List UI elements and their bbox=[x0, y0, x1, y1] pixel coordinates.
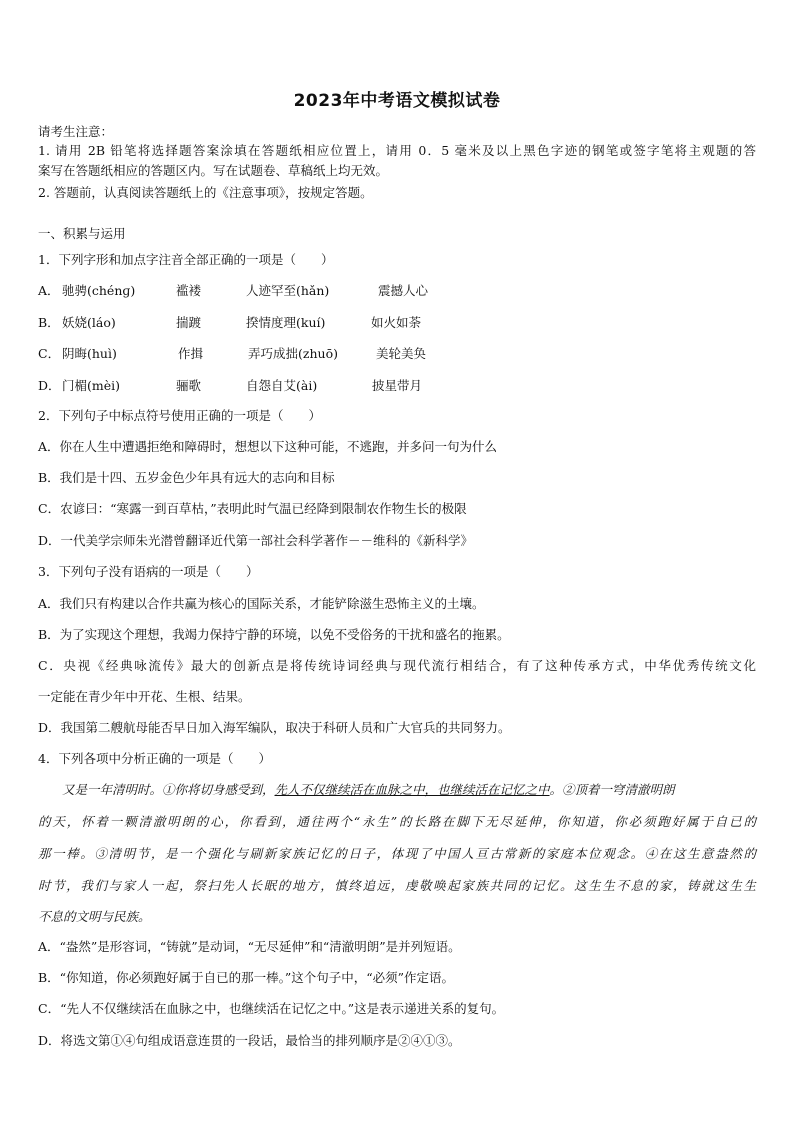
question-3-option-c-line-2: 一定能在青少年中开花、生根、结果。 bbox=[38, 689, 251, 704]
option-item: 揣踱 bbox=[176, 315, 202, 330]
question-4-option-a: A．“盎然”是形容词，“铸就”是动词，“无尽延伸”和“清澈明朗”是并列短语。 bbox=[38, 939, 461, 954]
question-2-stem: 2．下列句子中标点符号使用正确的一项是（ ） bbox=[38, 408, 321, 423]
question-4-option-c: C．“先人不仅继续活在血脉之中，也继续活在记忆之中。”这是表示递进关系的复句。 bbox=[38, 1001, 505, 1016]
option-item: 弄巧成拙(zhuō) bbox=[248, 346, 338, 361]
option-item: 驰骋(chénɡ) bbox=[62, 283, 136, 298]
question-4-stem: 4．下列各项中分析正确的一项是（ ） bbox=[38, 751, 271, 766]
passage-line-3: 那一棒。③清明节，是一个强化与刷新家族记忆的日子，体现了中国人亘古常新的家庭本位观念。④在这生意盎然的 bbox=[38, 846, 756, 861]
option-item: 如火如荼 bbox=[371, 315, 422, 330]
option-item: 美轮美奂 bbox=[376, 346, 427, 361]
question-2-option-b: B．我们是十四、五岁金色少年具有远大的志向和目标 bbox=[38, 470, 335, 485]
option-label: A． bbox=[38, 283, 60, 298]
option-item: 骊歌 bbox=[176, 378, 202, 393]
option-item: 人迹罕至(hǎn) bbox=[246, 283, 330, 298]
option-item: 褴褛 bbox=[176, 283, 202, 298]
option-item: 自怨自艾(ài) bbox=[246, 378, 318, 393]
notice-heading: 请考生注意： bbox=[38, 124, 114, 139]
option-label: D． bbox=[38, 378, 61, 393]
notice-item-2: 2. 答题前，认真阅读答题纸上的《注意事项》，按规定答题。 bbox=[38, 185, 373, 200]
option-item: 阴晦(huì) bbox=[62, 346, 117, 361]
question-2-option-a: A．你在人生中遭遇拒绝和障碍时，想想以下这种可能，不逃跑，并多问一句为什么 bbox=[38, 439, 498, 454]
question-1-stem: 1．下列字形和加点字注音全部正确的一项是（ ） bbox=[38, 252, 334, 267]
option-item: 披星带月 bbox=[372, 378, 423, 393]
option-item: 门楣(mèi) bbox=[62, 378, 121, 393]
question-3-option-a: A．我们只有构建以合作共赢为核心的国际关系，才能铲除滋生恐怖主义的土壤。 bbox=[38, 596, 485, 611]
option-item: 揆情度理(kuí) bbox=[246, 315, 326, 330]
underlined-sentence: 先人不仅继续活在血脉之中，也继续活在记忆之中 bbox=[274, 782, 550, 797]
option-item: 作揖 bbox=[178, 346, 204, 361]
passage-line-1 bbox=[62, 780, 675, 798]
question-2-option-d: D．一代美学宗师朱光潜曾翻译近代第一部社会科学著作－－维科的《新科学》 bbox=[38, 533, 474, 548]
question-3-option-d: D．我国第二艘航母能否早日加入海军编队，取决于科研人员和广大官兵的共同努力。 bbox=[38, 720, 511, 735]
option-label: C． bbox=[38, 346, 61, 361]
page-title: 2023年中考语文模拟试卷 bbox=[293, 91, 501, 111]
question-3-option-b: B．为了实现这个理想，我竭力保持宁静的环境，以免不受俗务的干扰和盛名的拖累。 bbox=[38, 627, 510, 642]
passage-text: 。②顶着一穹清澈明朗 bbox=[549, 782, 675, 797]
question-3-option-c-line-1: C．央视《经典咏流传》最大的创新点是将传统诗词经典与现代流行相结合，有了这种传承方式，中华优秀传统文化 bbox=[38, 658, 756, 673]
passage-text: 又是一年清明时。①你将切身感受到， bbox=[62, 782, 275, 797]
passage-line-5: 不息的文明与民族。 bbox=[38, 909, 151, 924]
question-4-option-d: D．将选文第①④句组成语意连贯的一段话，最恰当的排列顺序是②④①③。 bbox=[38, 1033, 461, 1048]
notice-item-1-line-1: 1. 请用 2B 铅笔将选择题答案涂填在答题纸相应位置上，请用 0．5 毫米及以上黑色字迹的钢笔或签字笔将主观题的答 bbox=[38, 143, 756, 158]
question-3-stem: 3．下列句子没有语病的一项是（ ） bbox=[38, 564, 259, 579]
option-item: 震撼人心 bbox=[378, 283, 429, 298]
passage-line-2: 的天，怀着一颗清澈明朗的心，你看到，通往两个“永生”的长路在脚下无尽延伸，你知道，你必须跑好属于自已的 bbox=[38, 814, 756, 829]
option-label: B． bbox=[38, 315, 60, 330]
option-item: 妖娆(láo) bbox=[62, 315, 116, 330]
section-heading: 一、积累与运用 bbox=[38, 226, 126, 241]
passage-line-4: 时节，我们与家人一起，祭扫先人长眠的地方，慎终追远，虔敬唤起家族共同的记忆。这生生不息的家，铸就这生生 bbox=[38, 878, 756, 893]
notice-item-1-line-2: 案写在答题纸相应的答题区内。写在试题卷、草稿纸上均无效。 bbox=[38, 163, 389, 178]
question-2-option-c: C．农谚曰：“寒露一到百草枯，”表明此时气温已经降到限制农作物生长的极限 bbox=[38, 501, 467, 516]
question-4-option-b: B．“你知道，你必须跑好属于自已的那一棒。”这个句子中，“必须”作定语。 bbox=[38, 970, 454, 985]
